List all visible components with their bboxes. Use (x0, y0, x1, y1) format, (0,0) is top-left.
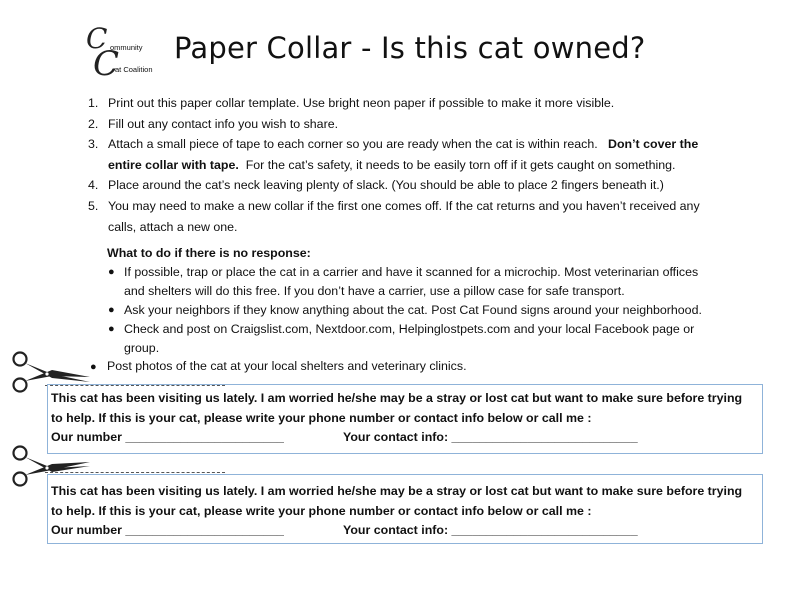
bullet-icon: ● (108, 266, 115, 278)
contact-info-field: Your contact info: ___________________________ (343, 430, 638, 444)
step-text: Place around the cat’s neck leaving plenty of slack. (You should be able to place 2 fingers beneath it.) (108, 178, 664, 193)
list-item (107, 263, 747, 301)
bullet-text: If possible, trap or place the cat in a carrier and have it scanned for a microchip. Most veterinarian offices (124, 265, 699, 279)
step-number: 5. (88, 198, 99, 213)
logo-letter-bottom: C (93, 44, 120, 84)
bullet-text: group. (124, 341, 160, 355)
instruction-step (88, 175, 748, 196)
no-response-list (107, 263, 747, 358)
no-response-heading: What to do if there is no response: (107, 246, 311, 260)
paper-collar (47, 474, 763, 544)
community-cat-coalition-logo (86, 22, 160, 84)
bullet-icon: ● (108, 323, 115, 335)
contact-info-field: Your contact info: ___________________________ (343, 523, 638, 537)
our-number-field: Our number _______________________ (51, 430, 284, 444)
page-title: Paper Collar - Is this cat owned? (174, 31, 646, 65)
bullet-text: Post photos of the cat at your local shelters and veterinary clinics. (107, 359, 467, 373)
collar-fields (51, 521, 762, 541)
paper-collar (47, 384, 763, 454)
step-text: Fill out any contact info you wish to share. (108, 116, 339, 131)
step-text-line (108, 155, 748, 176)
list-item-last (90, 359, 467, 373)
collar-fields (51, 428, 762, 448)
instruction-step (88, 114, 748, 135)
cut-line (45, 472, 225, 473)
list-item (107, 301, 747, 320)
collar-text-line1: This cat has been visiting us lately. I am worried he/she may be a stray or lost cat but want to make sure before trying (51, 391, 743, 405)
step-text-line (108, 134, 748, 155)
collar-text-line2: to help. If this is your cat, please write your phone number or contact info below or call me : (51, 503, 592, 518)
step-text-bold: entire collar with tape. (108, 157, 239, 172)
instructions-list (88, 93, 748, 237)
instruction-step (88, 93, 748, 114)
step-number: 2. (88, 116, 99, 131)
instruction-step (88, 134, 748, 175)
step-number: 4. (88, 178, 99, 193)
bullet-icon: ● (90, 361, 97, 373)
step-text-normal: For the cat’s safety, it needs to be easily torn off if it gets caught on something. (238, 157, 676, 172)
step-text-normal: Attach a small piece of tape to each corner so you are ready when the cat is within reach. (108, 137, 609, 152)
logo-text-line2: at Coalition (115, 65, 153, 74)
bullet-text: Check and post on Craigslist.com, Nextdoor.com, Helpinglostpets.com and your local Facebook page or (124, 322, 695, 336)
step-text: calls, attach a new one. (108, 219, 238, 234)
collar-text-line2: to help. If this is your cat, please write your phone number or contact info below or call me : (51, 410, 592, 425)
step-number: 3. (88, 137, 99, 152)
list-item (107, 320, 747, 358)
bullet-text: and shelters will do this free. If you don’t have a carrier, use a pillow case for safe transport. (124, 284, 625, 298)
collar-text-line1: This cat has been visiting us lately. I am worried he/she may be a stray or lost cat but want to make sure before trying (51, 484, 743, 498)
our-number-field: Our number _______________________ (51, 523, 284, 537)
logo-text-line1: ommunity (110, 43, 143, 52)
step-number: 1. (88, 96, 99, 110)
logo-letter-top: C (86, 22, 108, 55)
instruction-step (88, 196, 748, 237)
bullet-text: Ask your neighbors if they know anything about the cat. Post Cat Found signs around your neighborhood. (124, 303, 702, 317)
step-text-bold: Don’t cover the (608, 137, 699, 152)
step-text: You may need to make a new collar if the first one comes off. If the cat returns and you haven’t received any (108, 198, 700, 213)
step-text: Print out this paper collar template. Use bright neon paper if possible to make it more visible. (108, 96, 615, 110)
bullet-icon: ● (108, 304, 115, 316)
